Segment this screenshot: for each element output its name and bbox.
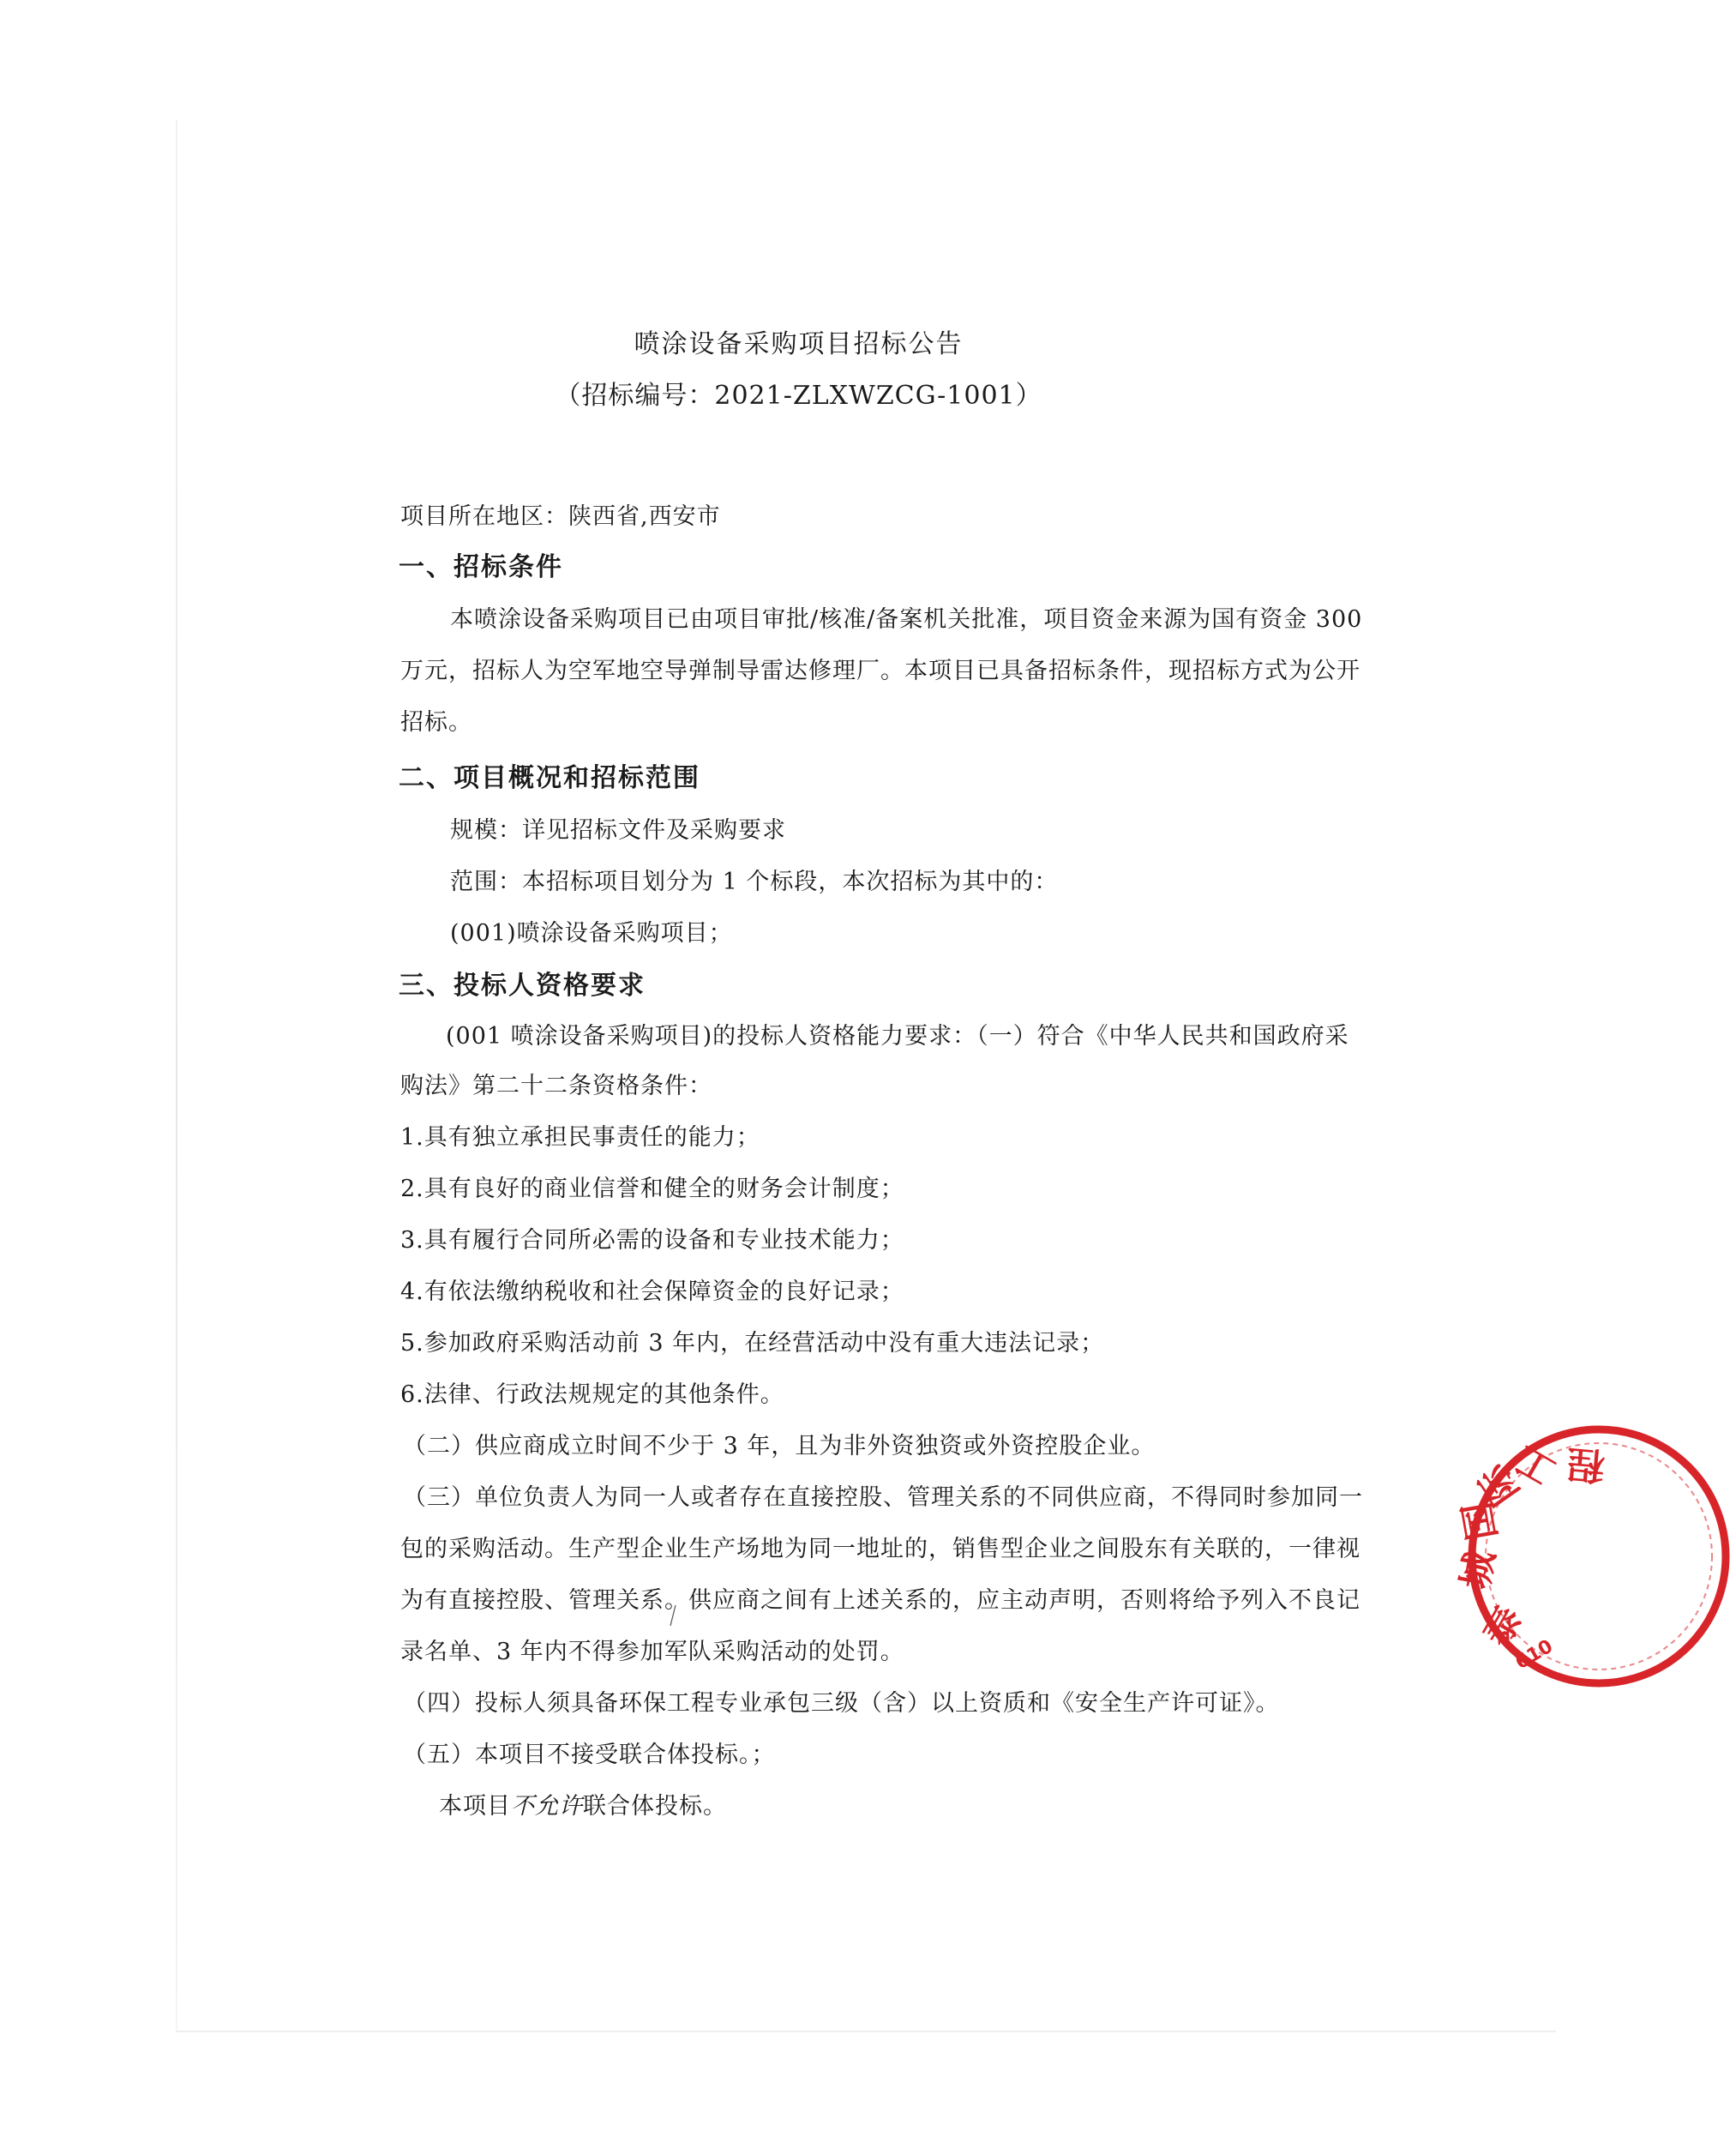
seal-code: 610 [1511,1635,1557,1675]
paragraph-line: 包的采购活动。生产型企业生产场地为同一地址的，销售型企业之间股东有关联的，一律视 [400,1536,1361,1562]
paragraph-line: 为有直接控股、管理关系。供应商之间有上述关系的，应主动声明，否则将给予列入不良记 [400,1587,1361,1614]
svg-text:城: 城 [1453,1547,1504,1592]
paragraph-line: (001 喷涂设备采购项目)的投标人资格能力要求：（一）符合《中华人民共和国政府采 [446,1023,1349,1050]
qualification-item: 5.参加政府采购活动前 3 年内，在经营活动中没有重大违法记录； [400,1330,1105,1357]
section-heading-1: 一、招标条件 [399,552,563,582]
qualification-item: 3.具有履行合同所必需的设备和专业技术能力； [400,1227,904,1254]
handwritten-insert: 不允许 [511,1793,583,1820]
qualification-item: 6.法律、行政法规规定的其他条件。 [400,1381,784,1408]
svg-text:际: 际 [1469,1456,1529,1513]
svg-text:国: 国 [1455,1498,1505,1543]
requirement-five: （五）本项目不接受联合体投标。； [403,1742,776,1768]
qualification-item: 4.有依法缴纳税收和社会保障资金的良好记录； [400,1279,904,1305]
paragraph-line: 录名单、3 年内不得参加军队采购活动的处罚。 [400,1639,904,1665]
project-location: 项目所在地区：陕西省,西安市 [400,503,721,530]
paragraph-line: （三）单位负责人为同一人或者存在直接控股、管理关系的不同供应商，不得同时参加同一 [403,1484,1363,1511]
paragraph-line: 招标。 [400,709,472,736]
qualification-item: 1.具有独立承担民事责任的能力； [400,1124,760,1151]
svg-text:泰: 泰 [1475,1598,1532,1654]
requirement-four: （四）投标人须具备环保工程专业承包三级（含）以上资质和《安全生产许可证》。 [403,1690,1280,1717]
pen-mark [669,1604,677,1628]
qualification-item: 2.具有良好的商业信誉和健全的财务会计制度； [400,1176,904,1202]
paragraph-line: 万元，招标人为空军地空导弹制导雷达修理厂。本项目已具备招标条件，现招标方式为公开 [400,658,1361,684]
requirement-two: （二）供应商成立时间不少于 3 年，且为非外资独资或外资控股企业。 [403,1433,1156,1459]
svg-text:工: 工 [1507,1436,1563,1494]
section-heading-2: 二、项目概况和招标范围 [399,763,700,793]
scale-line: 规模：详见招标文件及采购要求 [450,817,786,844]
svg-text:程: 程 [1565,1441,1607,1488]
section-heading-3: 三、投标人资格要求 [399,971,646,1001]
consortium-note-pre: 本项目 [439,1793,511,1820]
scan-edge [176,2031,1556,2032]
paragraph-line: 本喷涂设备采购项目已由项目审批/核准/备案机关批准，项目资金来源为国有资金 300 [450,606,1363,633]
paragraph-line: 购法》第二十二条资格条件： [400,1073,712,1099]
document-title: 喷涂设备采购项目招标公告 [634,329,964,359]
lot-item: (001)喷涂设备采购项目； [450,920,733,947]
consortium-note-post: 联合体投标。 [583,1793,727,1820]
range-line: 范围：本招标项目划分为 1 个标段，本次招标为其中的： [450,869,1059,895]
consortium-note [439,1787,727,1820]
company-seal [1453,1419,1736,1694]
tender-number: （招标编号：2021-ZLXWZCG-1001） [555,381,1042,411]
